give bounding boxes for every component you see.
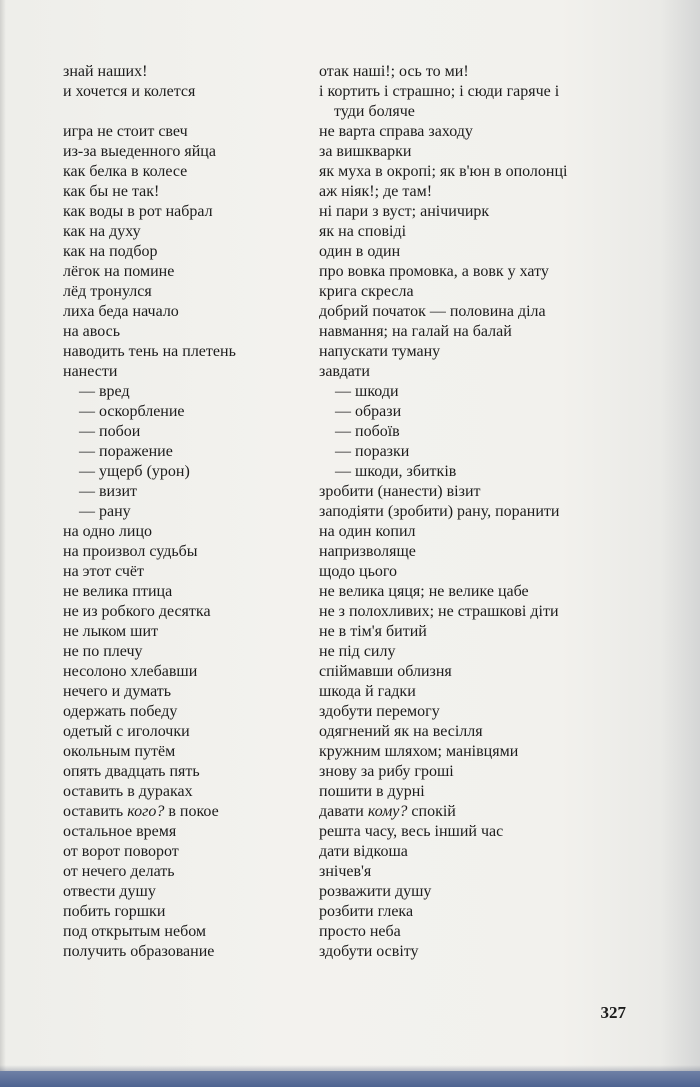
ukrainian-phrase-entry: і кортить і страшно; і сюди гаряче і: [319, 83, 560, 100]
russian-phrase-entry: одетый с иголочки: [63, 723, 190, 740]
ukrainian-phrase-entry: зробити (нанести) візит: [319, 483, 481, 500]
ukrainian-phrase-entry: добрий початок — половина діла: [319, 303, 546, 320]
russian-phrase-entry: как бы не так!: [63, 183, 160, 200]
russian-phrase-entry: — вред: [79, 383, 130, 400]
russian-phrase-entry: под открытым небом: [63, 923, 207, 940]
ukrainian-phrase-entry: не в тім'я битий: [319, 623, 427, 640]
russian-phrase-entry: не из робкого десятка: [63, 603, 211, 620]
ukrainian-phrase-entry: кружним шляхом; манівцями: [319, 743, 519, 760]
russian-phrase-entry: нанести: [63, 363, 118, 380]
ukrainian-phrase-entry: крига скресла: [319, 283, 414, 300]
russian-phrase-entry: не лыком шит: [63, 623, 159, 640]
ukrainian-phrase-entry: як муха в окропі; як в'юн в ополонці: [319, 163, 568, 180]
russian-phrase-entry: — ущерб (урон): [79, 463, 190, 480]
russian-phrase-entry: на авось: [63, 323, 121, 340]
ukrainian-phrase-entry: за вишкварки: [319, 143, 412, 160]
russian-phrase-entry: от ворот поворот: [63, 843, 179, 860]
ukrainian-phrase-entry: розбити глека: [319, 903, 414, 920]
russian-phrase-entry: получить образование: [63, 943, 215, 960]
russian-phrase-entry: не по плечу: [63, 643, 143, 660]
russian-phrase-entry: — оскорбление: [79, 403, 185, 420]
russian-phrase-entry: одержать победу: [63, 703, 178, 720]
russian-phrase-entry: не велика птица: [63, 583, 173, 600]
ukrainian-phrase-entry: напускати туману: [319, 343, 441, 360]
russian-phrase-entry: окольным путём: [63, 743, 176, 760]
russian-phrase-entry: на произвол судьбы: [63, 543, 198, 560]
ukrainian-phrases-column: [319, 62, 649, 962]
ukrainian-phrase-entry: — побоїв: [335, 423, 400, 440]
ukrainian-phrase-entry: — образи: [335, 403, 402, 420]
ukrainian-phrase-entry: не під силу: [319, 643, 396, 660]
ukrainian-phrase-entry: завдати: [319, 363, 370, 380]
russian-phrase-entry: и хочется и колется: [63, 83, 196, 100]
ukrainian-phrase-entry: розважити душу: [319, 883, 432, 900]
russian-phrase-entry: побить горшки: [63, 903, 166, 920]
ukrainian-phrase-entry: про вовка промовка, а вовк у хату: [319, 263, 549, 280]
russian-phrase-entry: — визит: [79, 483, 137, 500]
russian-phrase-entry: оставить в дураках: [63, 783, 193, 800]
cover-edge: [0, 1071, 700, 1087]
ukrainian-phrase-entry: заподіяти (зробити) рану, поранити: [319, 503, 560, 520]
ukrainian-phrase-entry: не варта справа заходу: [319, 123, 473, 140]
ukrainian-phrase-entry: просто неба: [319, 923, 401, 940]
page-edge-shadow: [660, 0, 700, 1087]
russian-phrase-entry: наводить тень на плетень: [63, 343, 236, 360]
russian-phrase-entry: от нечего делать: [63, 863, 175, 880]
ukrainian-phrase-entry: туди боляче: [334, 103, 415, 120]
russian-phrase-entry: игра не стоит свеч: [63, 123, 188, 140]
page-binding-shadow: [0, 0, 6, 1087]
ukrainian-phrase-entry: не з полохливих; не страшкові діти: [319, 603, 559, 620]
ukrainian-phrase-entry: пошити в дурні: [319, 783, 425, 800]
ukrainian-phrase-entry: ні пари з вуст; анічичирк: [319, 203, 490, 220]
ukrainian-phrase-entry: решта часу, весь інший час: [319, 823, 504, 840]
russian-phrases-column: [63, 62, 308, 962]
ukrainian-phrase-entry: — шкоди: [335, 383, 399, 400]
page-number: 327: [600, 1003, 626, 1022]
russian-phrase-entry: оставить кого? в покое: [63, 803, 219, 820]
ukrainian-phrase-entry: — шкоди, збитків: [335, 463, 457, 480]
ukrainian-phrase-entry: давати кому? спокій: [319, 803, 456, 820]
russian-phrase-entry: из-за выеденного яйца: [63, 143, 216, 160]
ukrainian-phrase-entry: на один копил: [319, 523, 416, 540]
ukrainian-phrase-entry: одягнений як на весілля: [319, 723, 483, 740]
russian-phrase-entry: нечего и думать: [63, 683, 172, 700]
russian-phrase-entry: — побои: [79, 423, 141, 440]
russian-phrase-entry: остальное время: [63, 823, 177, 840]
russian-phrase-spacer: [63, 102, 308, 122]
ukrainian-phrase-entry: як на сповіді: [319, 223, 407, 240]
ukrainian-phrase-entry: — поразки: [335, 443, 410, 460]
ukrainian-phrase-entry: знічев'я: [319, 863, 372, 880]
ukrainian-phrase-entry: напризволяще: [319, 543, 416, 560]
ukrainian-phrase-entry: знову за рибу гроші: [319, 763, 454, 780]
russian-phrase-entry: лёд тронулся: [63, 283, 152, 300]
russian-phrase-entry: как воды в рот набрал: [63, 203, 213, 220]
ukrainian-phrase-entry: отак наші!; ось то ми!: [319, 63, 469, 80]
ukrainian-phrase-entry: один в один: [319, 243, 401, 260]
russian-phrase-entry: на этот счёт: [63, 563, 145, 580]
ukrainian-phrase-entry: шкода й гадки: [319, 683, 416, 700]
ukrainian-phrase-entry: здобути перемогу: [319, 703, 440, 720]
ukrainian-phrase-entry: дати відкоша: [319, 843, 408, 860]
russian-phrase-entry: на одно лицо: [63, 523, 153, 540]
russian-phrase-entry: лёгок на помине: [63, 263, 175, 280]
ukrainian-phrase-entry: навмання; на галай на балай: [319, 323, 512, 340]
russian-phrase-entry: — рану: [79, 503, 131, 520]
russian-phrase-entry: знай наших!: [63, 63, 148, 80]
russian-phrase-entry: отвести душу: [63, 883, 156, 900]
russian-phrase-entry: — поражение: [79, 443, 173, 460]
ukrainian-phrase-entry: здобути освіту: [319, 943, 419, 960]
ukrainian-phrase-entry: не велика цяця; не велике цабе: [319, 583, 529, 600]
russian-phrase-entry: как белка в колесе: [63, 163, 188, 180]
ukrainian-phrase-entry: щодо цього: [319, 563, 398, 580]
russian-phrase-entry: лиха беда начало: [63, 303, 179, 320]
russian-phrase-entry: как на духу: [63, 223, 141, 240]
ukrainian-phrase-entry: спіймавши облизня: [319, 663, 452, 680]
russian-phrase-entry: как на подбор: [63, 243, 158, 260]
russian-phrase-entry: несолоно хлебавши: [63, 663, 198, 680]
ukrainian-phrase-entry: аж ніяк!; де там!: [319, 183, 433, 200]
russian-phrase-entry: опять двадцать пять: [63, 763, 200, 780]
